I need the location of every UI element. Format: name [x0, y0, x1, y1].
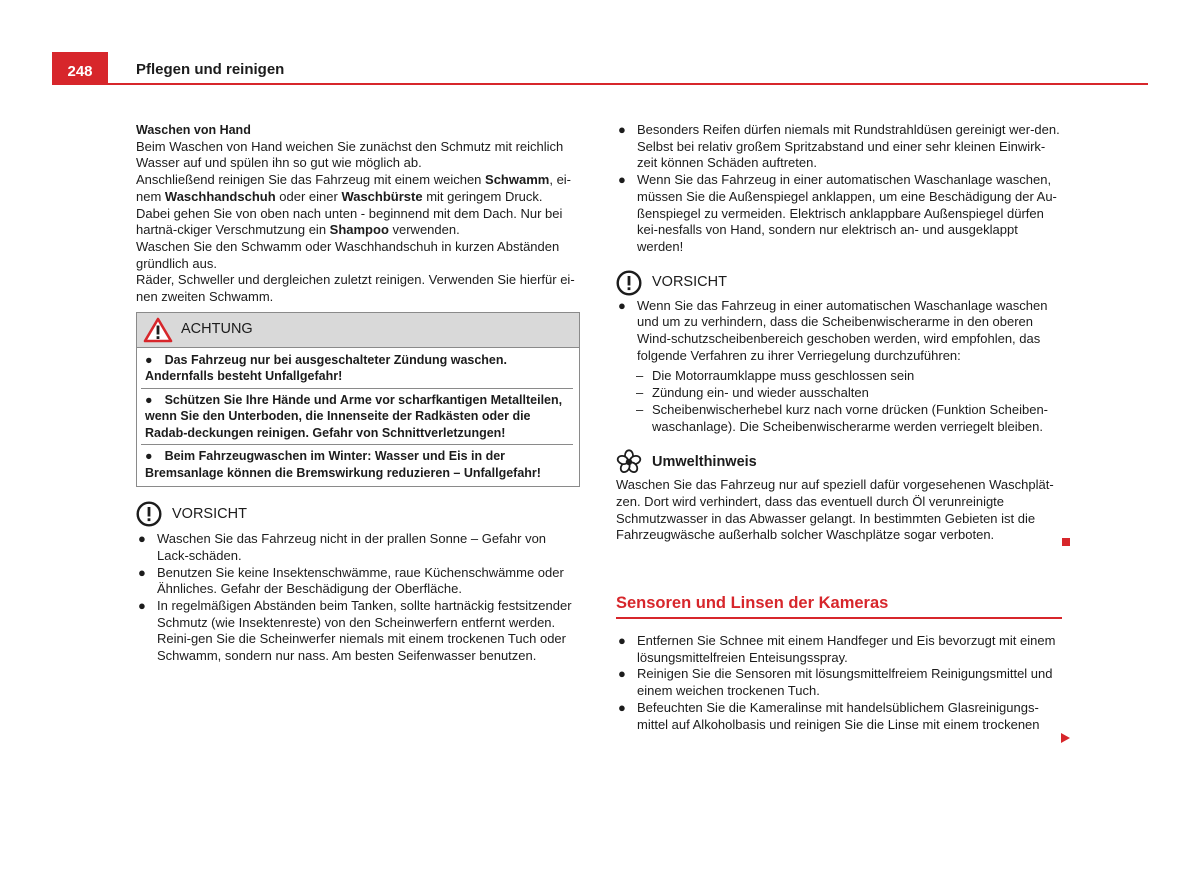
paragraph-1 — [136, 139, 580, 172]
vorsicht-item — [136, 598, 580, 665]
bullet-symbol: ● — [618, 666, 626, 682]
vorsicht-item-text: In regelmäßigen Abständen beim Tanken, sollte hartnäckig festsitzender Schmutz (wie Insektenreste) von den Scheinwerfern entfernt werden. Reini-gen Sie die Scheinwerfer niemals mit einem trockenen Tuch oder Schwamm, sondern nur nass. Am besten Seifenwasser benutzen. — [157, 598, 572, 664]
vorsicht-item — [616, 298, 1062, 365]
achtung-item — [141, 448, 573, 484]
paragraph-text: verwenden. — [388, 222, 460, 238]
vorsicht-block-right — [616, 270, 1062, 436]
paragraph-text: oder einer — [275, 188, 342, 204]
achtung-body — [137, 348, 579, 487]
bold-term-shampoo: Shampoo — [329, 222, 389, 238]
page-title: Pflegen und reinigen — [136, 61, 285, 78]
vorsicht-step — [616, 368, 1062, 385]
achtung-item — [141, 392, 573, 446]
section-heading-waschen: Waschen von Hand — [136, 123, 251, 137]
achtung-label: ACHTUNG — [181, 321, 253, 338]
vorsicht-block-left — [136, 501, 580, 665]
paragraph-3 — [136, 239, 580, 272]
achtung-item-text: Beim Fahrzeugwaschen im Winter: Wasser und Eis in der Bremsanlage können die Bremswirkung reduzieren – Unfallgefahr! — [145, 449, 541, 480]
list-item — [616, 700, 1062, 733]
end-square-icon — [1062, 538, 1070, 546]
header-rule — [108, 83, 1148, 85]
dash-symbol: – — [636, 385, 644, 401]
bold-term-schwamm: Schwamm — [485, 172, 550, 188]
list-item-text: Befeuchten Sie die Kameralinse mit handelsüblichem Glasreinigungs-mittel auf Alkoholbasis und reinigen Sie die Linse mit einem trockenen — [637, 699, 1040, 732]
right-column — [616, 122, 1062, 733]
list-item — [616, 172, 1062, 256]
achtung-item-text: Schützen Sie Ihre Hände und Arme vor scharfkantigen Metallteilen, wenn Sie den Unterboden, die Innenseite der Radkästen oder die Radab-deckungen reinigen. Gefahr von Schnittverletzungen! — [145, 392, 563, 440]
vorsicht-item-text: Waschen Sie das Fahrzeug nicht in der prallen Sonne – Gefahr von Lack-schäden. — [157, 531, 547, 563]
vorsicht-header — [616, 270, 1062, 296]
vorsicht-step — [616, 402, 1062, 435]
paragraph-4 — [136, 272, 580, 305]
list-item-text: Entfernen Sie Schnee mit einem Handfeger und Eis bevorzugt mit einem lösungsmittelfreien Enteisungsspray. — [637, 633, 1056, 665]
umwelt-block — [616, 449, 1062, 544]
achtung-box — [136, 312, 580, 488]
vorsicht-header — [136, 501, 580, 527]
list-item-text: Wenn Sie das Fahrzeug in einer automatischen Waschanlage waschen, müssen Sie die Außenspiegel anklappen, um eine Beschädigung der Au-ßenspiegel zu vermeiden. Elektrisch anklappbare Außenspiegel dürfen kei-nesfalls von Hand, sondern nur elektrisch an- und ausgeklappt werden! — [637, 172, 1057, 254]
paragraph-text: mit geringem Druck. Dabei gehen Sie von oben nach unten - beginnend mit dem Dach. Nur bei hartnä-ckiger Verschmutzung ein — [136, 188, 563, 238]
dash-symbol: – — [636, 368, 644, 384]
vorsicht-step-text: Scheibenwischerhebel kurz nach vorne drücken (Funktion Scheiben-waschanlage). Die Scheibenwischerarme werden verriegelt bleiben. — [652, 401, 1048, 434]
vorsicht-label: VORSICHT — [172, 505, 247, 522]
bullet-symbol: ● — [618, 633, 626, 649]
vorsicht-item-text: Wenn Sie das Fahrzeug in einer automatischen Waschanlage waschen und um zu verhindern, dass die Scheibenwischerarme in den oberen Wind-schutzscheibenbereich geschoben werden, wird empfohlen, das folgende Verfahren zu ihrer Verriegelung durchzuführen: — [637, 297, 1048, 363]
paragraph-text: , ei-nem — [136, 172, 572, 204]
list-item-text: Reinigen Sie die Sensoren mit lösungsmittelfreiem Reinigungsmittel und einem weichen trockenen Tuch. — [637, 666, 1053, 699]
bullet-symbol: ● — [138, 598, 146, 614]
vorsicht-item — [136, 565, 580, 598]
bullet-symbol: ● — [138, 564, 146, 580]
achtung-header — [137, 313, 579, 348]
paragraph-text: Beim Waschen von Hand weichen Sie zunächst den Schmutz mit reichlich Wasser auf und spülen ihn so gut wie möglich ab. — [136, 138, 564, 171]
umwelt-header — [616, 449, 1062, 475]
bullet-symbol: ● — [618, 297, 626, 313]
umwelt-text: Waschen Sie das Fahrzeug nur auf speziell dafür vorgesehenen Waschplät-zen. Dort wird verhindert, dass das eventuell durch Öl verunreinigte Schmutzwasser in das Abwasser gelangt. In bestimmten Gebieten ist die Fahrzeugwäsche außerhalb solcher Waschplätze sogar verboten. — [616, 477, 1054, 543]
umwelt-label: Umwelthinweis — [652, 453, 757, 470]
paragraph-2 — [136, 172, 580, 239]
bullet-symbol: ● — [618, 122, 626, 137]
flower-icon — [616, 449, 642, 475]
exclamation-circle-icon — [136, 501, 162, 527]
vorsicht-step — [616, 385, 1062, 402]
bold-term-waschbuerste: Waschbürste — [341, 188, 423, 204]
paragraph-text: Waschen Sie den Schwamm oder Waschhandschuh in kurzen Abständen gründlich aus. — [136, 238, 560, 271]
page-number: 248 — [52, 52, 108, 85]
list-item-text: Besonders Reifen dürfen niemals mit Rundstrahldüsen gereinigt wer-den. Selbst bei relativ großem Spritzabstand und einer sehr kleinen Einwirk-zeit können Schäden auftreten. — [637, 122, 1060, 171]
bullet-symbol: ● — [145, 352, 153, 367]
achtung-item-text: Das Fahrzeug nur bei ausgeschalteter Zündung waschen. Andernfalls besteht Unfallgefahr! — [145, 352, 507, 384]
paragraph-text: Anschließend reinigen Sie das Fahrzeug mit einem weichen — [136, 172, 486, 188]
bullet-symbol: ● — [618, 699, 626, 715]
vorsicht-item-text: Benutzen Sie keine Insektenschwämme, raue Küchenschwämme oder Ähnliches. Gefahr der Beschädigung der Oberfläche. — [157, 564, 564, 597]
sensoren-section — [616, 592, 1062, 733]
list-item — [616, 633, 1062, 666]
left-column — [136, 122, 580, 665]
vorsicht-step-text: Zündung ein- und wieder ausschalten — [652, 385, 869, 401]
bullet-symbol: ● — [145, 449, 153, 464]
dash-symbol: – — [636, 401, 644, 417]
bold-term-waschhandschuh: Waschhandschuh — [164, 188, 276, 204]
vorsicht-step-text: Die Motorraumklappe muss geschlossen sein — [652, 368, 915, 384]
vorsicht-label: VORSICHT — [652, 274, 727, 291]
paragraph-text: Räder, Schweller und dergleichen zuletzt reinigen. Verwenden Sie hierfür ei-nen zweiten Schwamm. — [136, 272, 575, 305]
exclamation-circle-icon — [616, 270, 642, 296]
list-item — [616, 122, 1062, 172]
vorsicht-item — [136, 531, 580, 564]
continue-arrow-icon — [1061, 733, 1070, 743]
section-heading-sensoren: Sensoren und Linsen der Kameras — [616, 592, 1062, 619]
list-item — [616, 666, 1062, 699]
bullet-symbol: ● — [618, 172, 626, 188]
achtung-item — [141, 352, 573, 389]
bullet-symbol: ● — [138, 531, 146, 547]
warning-triangle-icon — [143, 317, 173, 343]
bullet-symbol: ● — [145, 392, 153, 407]
